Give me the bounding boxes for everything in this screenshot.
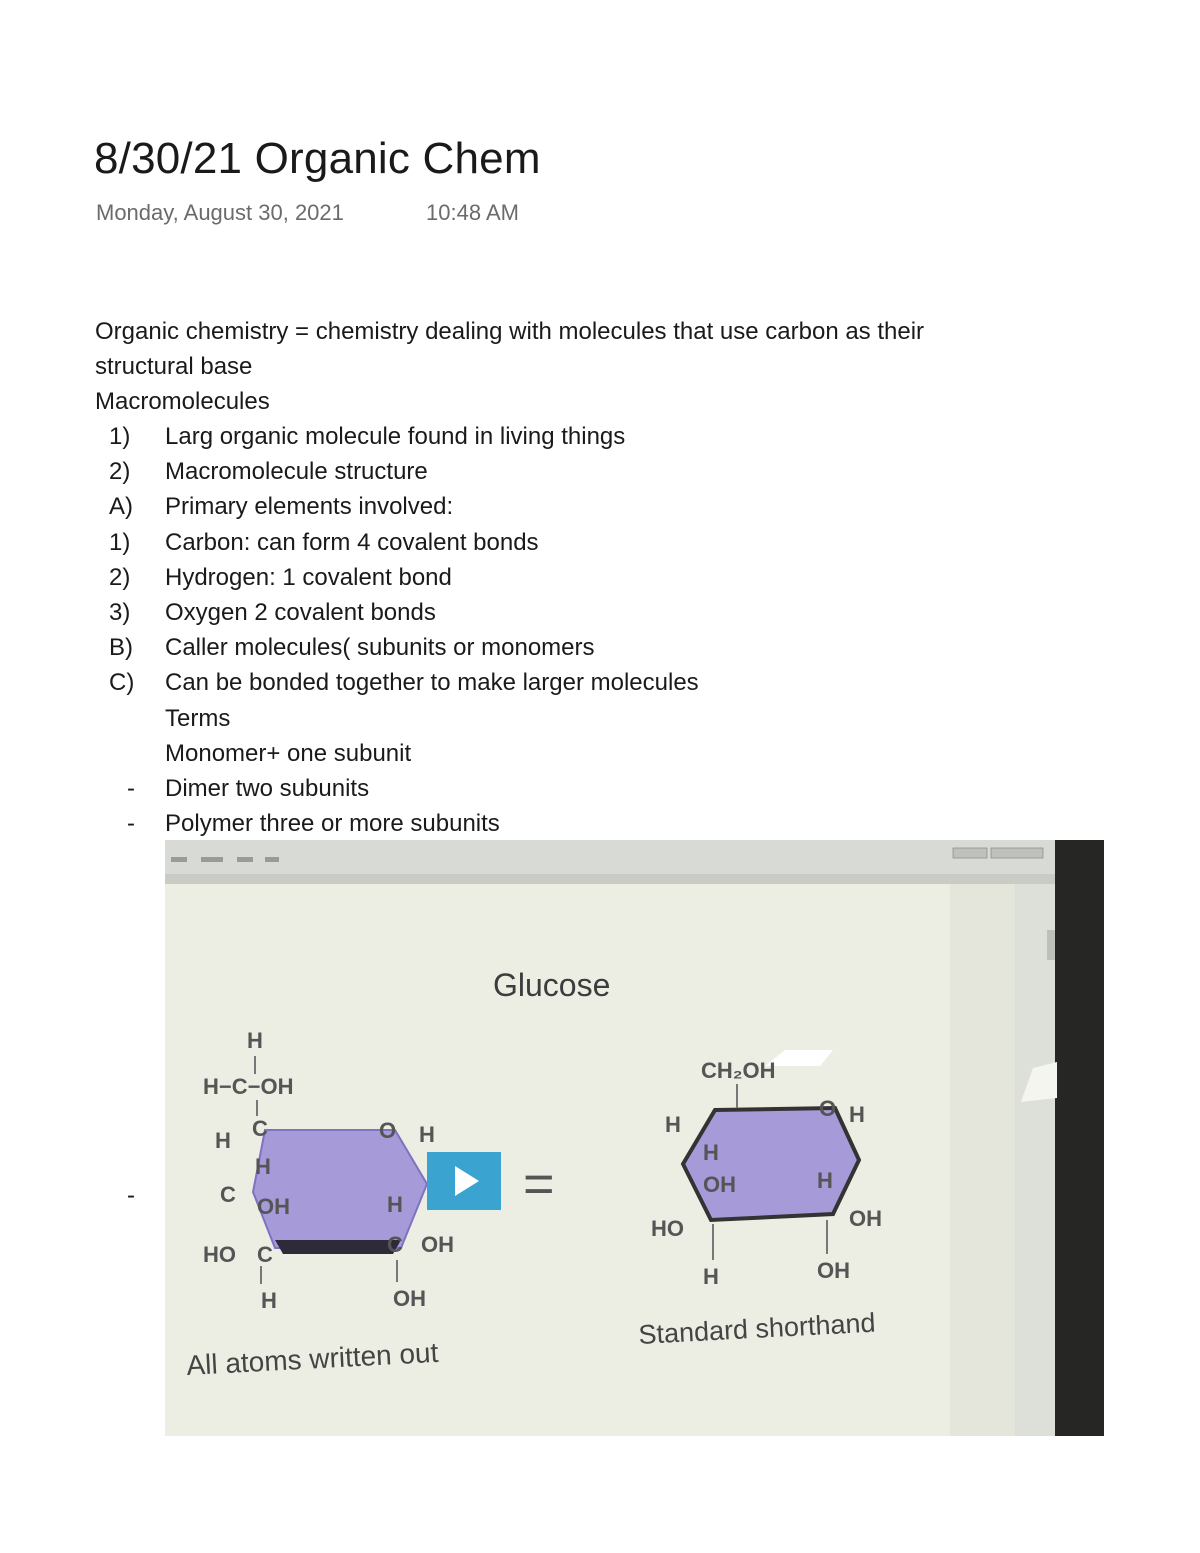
list-marker: A) xyxy=(109,493,133,521)
list-item-text: Caller molecules( subunits or monomers xyxy=(165,634,595,662)
list-item xyxy=(95,806,1095,841)
toolbar-item-blur xyxy=(171,857,187,862)
app-toolbar-shadow xyxy=(165,874,1055,884)
list-item-text: Terms xyxy=(165,704,231,732)
note-time: 10:48 AM xyxy=(426,200,519,225)
glucose-title: Glucose xyxy=(493,967,611,1003)
list-marker: 2) xyxy=(109,563,131,591)
list-item xyxy=(95,736,1095,771)
svg-text:O: O xyxy=(379,1118,397,1143)
note-date: Monday, August 30, 2021 xyxy=(96,200,344,225)
comments-button-blur xyxy=(991,848,1043,858)
section-heading: Macromolecules xyxy=(95,388,270,415)
list-item xyxy=(95,419,1095,454)
list-item-text: Dimer two subunits xyxy=(165,774,370,802)
svg-text:HO: HO xyxy=(203,1242,236,1267)
page-title: 8/30/21 Organic Chem xyxy=(94,134,541,183)
svg-text:H: H xyxy=(665,1112,681,1137)
list-item-text: Can be bonded together to make larger molecules xyxy=(165,669,699,697)
svg-text:C: C xyxy=(220,1182,236,1207)
list-item xyxy=(95,525,1095,560)
svg-text:OH: OH xyxy=(849,1206,882,1231)
list-item-text: Larg organic molecule found in living things xyxy=(165,423,626,450)
ring-bold-edge xyxy=(275,1240,401,1254)
svg-text:H: H xyxy=(419,1122,435,1147)
list-item xyxy=(95,454,1095,489)
glucose-ring-full xyxy=(253,1130,427,1248)
svg-text:C: C xyxy=(257,1242,273,1267)
list-item xyxy=(95,560,1095,595)
svg-text:H: H xyxy=(261,1288,277,1313)
svg-text:OH: OH xyxy=(257,1194,290,1219)
background-dark xyxy=(1055,840,1104,1436)
equals-sign: = xyxy=(523,1154,555,1214)
svg-text:C: C xyxy=(252,1116,268,1141)
note-body xyxy=(95,314,1095,841)
svg-text:H: H xyxy=(703,1264,719,1289)
svg-text:C: C xyxy=(387,1232,403,1257)
svg-text:HO: HO xyxy=(651,1216,684,1241)
svg-text:OH: OH xyxy=(817,1258,850,1283)
svg-text:H: H xyxy=(215,1128,231,1153)
list-item-text: Polymer three or more subunits xyxy=(165,810,500,838)
list-marker: 3) xyxy=(109,598,131,626)
right-caption: Standard shorthand xyxy=(637,1307,877,1350)
scrollbar xyxy=(1047,930,1055,960)
svg-text:OH: OH xyxy=(703,1172,736,1197)
list-item xyxy=(95,771,1095,806)
list-item xyxy=(95,595,1095,630)
list-marker: - xyxy=(127,810,135,838)
list-item-text: Monomer+ one subunit xyxy=(165,739,412,767)
list-marker: 2) xyxy=(109,458,131,486)
list-item-text: Carbon: can form 4 covalent bonds xyxy=(165,528,539,556)
left-caption: All atoms written out xyxy=(185,1336,440,1381)
list-item-text: Macromolecule structure xyxy=(165,458,428,486)
list-marker: - xyxy=(127,774,135,802)
svg-text:OH: OH xyxy=(421,1232,454,1257)
list-marker: C) xyxy=(109,669,135,697)
screen-edge xyxy=(1015,884,1055,1436)
list-item-text: Oxygen 2 covalent bonds xyxy=(165,598,436,626)
notes-list xyxy=(95,419,1095,841)
toolbar-item-blur xyxy=(265,857,279,862)
svg-text:H: H xyxy=(849,1102,865,1127)
svg-text:OH: OH xyxy=(393,1286,426,1311)
app-toolbar xyxy=(165,840,1055,874)
intro-line: Organic chemistry = chemistry dealing with molecules that use carbon as their xyxy=(95,318,925,345)
glucose-photo xyxy=(165,840,1104,1436)
svg-text:H−C−OH: H−C−OH xyxy=(203,1074,294,1099)
svg-text:H: H xyxy=(817,1168,833,1193)
list-item xyxy=(95,665,1095,700)
list-item xyxy=(95,489,1095,524)
list-item xyxy=(95,701,1095,736)
svg-text:CH₂OH: CH₂OH xyxy=(701,1058,776,1083)
list-marker: 1) xyxy=(109,528,131,556)
list-item-text: Hydrogen: 1 covalent bond xyxy=(165,563,452,591)
intro-line: structural base xyxy=(95,353,253,380)
svg-text:O: O xyxy=(819,1096,837,1121)
list-item-text: Primary elements involved: xyxy=(165,493,454,521)
toolbar-item-blur xyxy=(237,857,253,862)
svg-text:H: H xyxy=(247,1028,263,1053)
list-marker: 1) xyxy=(109,423,131,450)
list-item xyxy=(95,630,1095,665)
list-marker: - xyxy=(127,1182,135,1209)
svg-text:H: H xyxy=(387,1192,403,1217)
toolbar-item-blur xyxy=(201,857,223,862)
svg-text:H: H xyxy=(255,1154,271,1179)
svg-text:H: H xyxy=(703,1140,719,1165)
list-marker: B) xyxy=(109,634,133,662)
share-button-blur xyxy=(953,848,987,858)
